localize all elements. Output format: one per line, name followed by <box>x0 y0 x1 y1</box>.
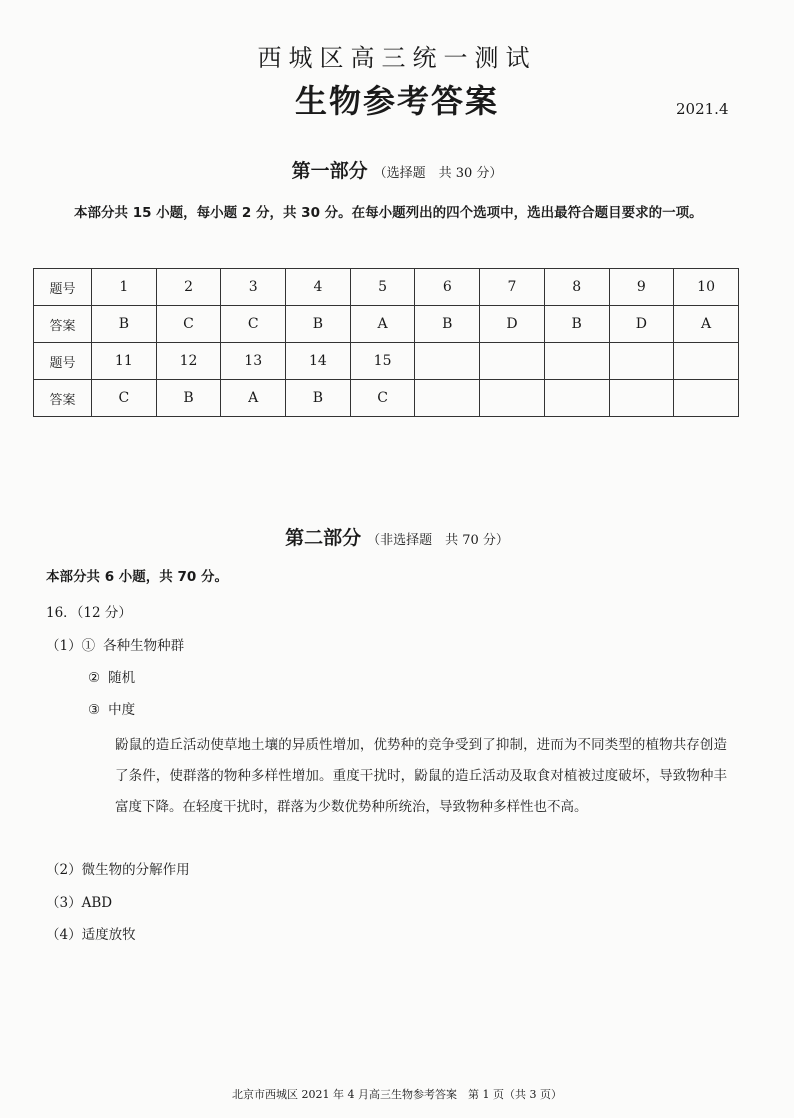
question-16-part-1 <box>46 634 184 654</box>
table-cell-label: 题号 <box>34 269 92 306</box>
table-cell <box>415 343 480 380</box>
question-16-part-3: （3）ABD <box>46 895 113 911</box>
page-footer: 北京市西城区 2021 年 4 月高三生物参考答案 第 1 页（共 3 页） <box>232 1088 562 1101</box>
part2-title-text: 第二部分 <box>285 527 362 549</box>
table-cell: D <box>480 306 545 343</box>
table-row <box>34 343 739 380</box>
question-16-part-1-item-3 <box>88 698 135 718</box>
document-title: 生物参考答案 <box>294 82 499 120</box>
table-cell: D <box>609 306 674 343</box>
question-16-header: 16．（12 分） <box>46 605 132 621</box>
table-cell-label: 答案 <box>34 306 92 343</box>
answer-number: ③ <box>88 702 101 718</box>
table-cell <box>544 380 609 417</box>
table-cell-label: 题号 <box>34 343 92 380</box>
table-cell: 14 <box>286 343 351 380</box>
part2-title <box>0 523 794 550</box>
table-row <box>34 269 739 306</box>
table-cell: A <box>221 380 286 417</box>
table-cell <box>674 380 739 417</box>
table-cell <box>674 343 739 380</box>
table-cell: 13 <box>221 343 286 380</box>
table-cell: C <box>156 306 221 343</box>
table-cell: 12 <box>156 343 221 380</box>
answer-text: 随机 <box>108 670 136 686</box>
table-cell <box>544 343 609 380</box>
question-16-part-1-item-2 <box>88 666 135 686</box>
table-row <box>34 380 739 417</box>
table-row <box>34 306 739 343</box>
table-cell: 8 <box>544 269 609 306</box>
table-cell: 3 <box>221 269 286 306</box>
part2-subtitle: （非选择题 共 70 分） <box>367 533 509 548</box>
table-cell: 4 <box>286 269 351 306</box>
table-cell: B <box>415 306 480 343</box>
table-cell: C <box>92 380 157 417</box>
answer-number: ② <box>88 670 101 686</box>
table-cell: C <box>350 380 415 417</box>
table-cell: 5 <box>350 269 415 306</box>
question-16-part-4: （4）适度放牧 <box>46 927 136 943</box>
table-cell-label: 答案 <box>34 380 92 417</box>
table-cell: 7 <box>480 269 545 306</box>
table-cell: 10 <box>674 269 739 306</box>
table-cell: A <box>674 306 739 343</box>
part1-description: 本部分共 15 小题，每小题 2 分，共 30 分。在每小题列出的四个选项中，选出最符合题目要求的一项。 <box>74 205 703 221</box>
table-cell: B <box>156 380 221 417</box>
table-cell <box>609 380 674 417</box>
answer-table <box>33 268 739 417</box>
table-cell: B <box>286 306 351 343</box>
document-date: 2021.4 <box>676 100 729 118</box>
table-cell: 6 <box>415 269 480 306</box>
table-cell: B <box>286 380 351 417</box>
table-cell: 2 <box>156 269 221 306</box>
table-cell <box>609 343 674 380</box>
question-16-part-2: （2）微生物的分解作用 <box>46 862 190 878</box>
answer-number: （1）① <box>46 638 96 654</box>
table-cell: C <box>221 306 286 343</box>
table-cell: 15 <box>350 343 415 380</box>
part1-subtitle: （选择题 共 30 分） <box>373 166 503 181</box>
table-cell: 9 <box>609 269 674 306</box>
answer-text: 各种生物种群 <box>103 638 185 654</box>
district-heading: 西城区高三统一测试 <box>257 44 537 72</box>
table-cell <box>480 380 545 417</box>
part1-title <box>0 156 794 183</box>
part2-description: 本部分共 6 小题，共 70 分。 <box>46 569 228 585</box>
table-cell: B <box>544 306 609 343</box>
table-cell: 11 <box>92 343 157 380</box>
table-cell: A <box>350 306 415 343</box>
answer-text: 中度 <box>108 702 136 718</box>
table-cell: B <box>92 306 157 343</box>
table-cell <box>480 343 545 380</box>
part1-title-text: 第一部分 <box>291 160 368 182</box>
table-cell <box>415 380 480 417</box>
question-16-explanation: 鼢鼠的造丘活动使草地土壤的异质性增加，优势种的竞争受到了抑制，进而为不同类型的植物共存创造了条件，使群落的物种多样性增加。重度干扰时，鼢鼠的造丘活动及取食对植被过度破坏，导致物种丰富度下降。在轻度干扰时，群落为少数优势种所统治，导致物种多样性也不高。 <box>115 737 727 815</box>
table-cell: 1 <box>92 269 157 306</box>
